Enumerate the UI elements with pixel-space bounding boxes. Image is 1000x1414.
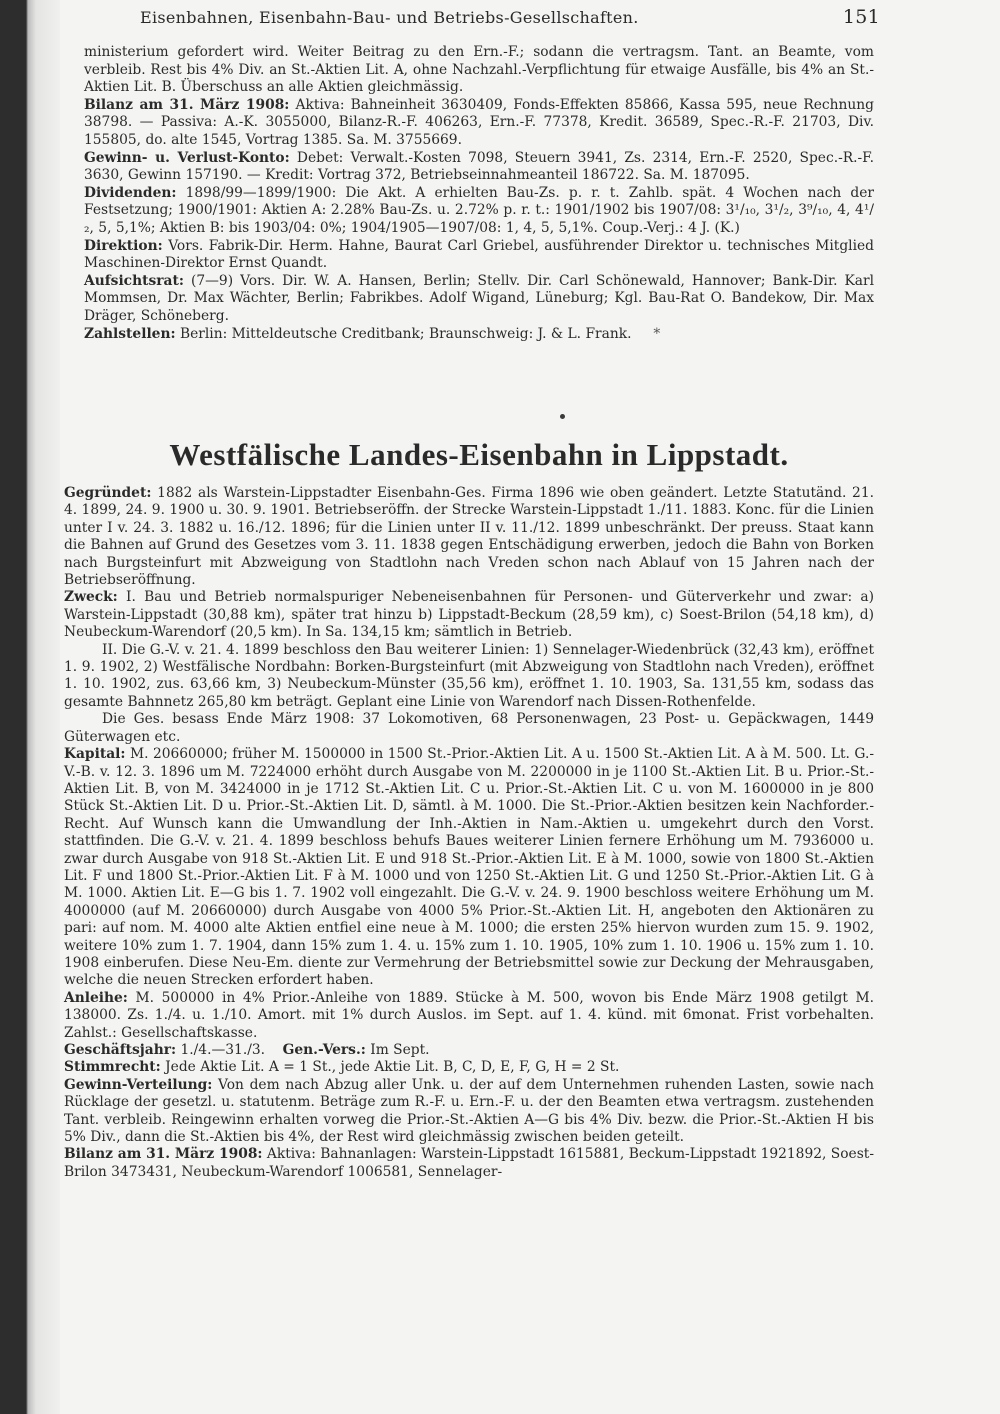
direktion-label: Direktion: [84,237,163,254]
kapital-entry [64,746,874,990]
previous-company-section [84,44,874,343]
running-header [140,8,880,32]
anleihe-label: Anleihe: [64,989,128,1006]
gegruendet-label: Gegründet: [64,485,152,501]
anleihe-entry [64,990,874,1042]
zweck-text: I. Bau und Betrieb normalspuriger Nebeneisenbahnen für Personen- und Güterverkehr und zwar: a) Warstein-Lippstadt (30,88 km), später trat hinzu b) Lippstadt-Beckum (28,59 km), c) Soest-Brilon (54,18 km), d) Neubeckum-Warendorf (20,5 km). In Sa. 134,15 km; sämtlich in Betrieb. [64,589,874,641]
gewinnverteilung-label: Gewinn-Verteilung: [64,1076,213,1093]
gewinnverteilung-entry [64,1077,874,1147]
company-section [64,485,874,1181]
end-marker: * [653,325,661,342]
geschaeftsjahr-entry [64,1042,874,1059]
geschaeftsjahr-text: 1./4.—31./3. [180,1042,266,1058]
header-title: Eisenbahnen, Eisenbahn-Bau- und Betriebs-Gesellschaften. [140,8,639,27]
bilanz-1908-label: Bilanz am 31. März 1908: [64,1146,263,1163]
stimmrecht-label: Stimmrecht: [64,1059,161,1076]
company-title: Westfälische Landes-Eisenbahn in Lippstadt. [169,437,789,472]
opposite-page-margin [0,60,30,1260]
dividenden-entry [84,185,874,238]
kapital-label: Kapital: [64,746,126,763]
zahlstellen-label: Zahlstellen: [84,325,176,342]
page-number: 151 [842,6,880,28]
dividenden-label: Dividenden: [84,184,177,201]
direktion-text: Vors. Fabrik-Dir. Herm. Hahne, Baurat Carl Griebel, ausführender Direktor u. technisches Mitglied Maschinen-Direktor Ernst Quandt. [84,237,874,272]
statute-text: ministerium gefordert wird. Weiter Beitrag zu den Ern.-F.; sodann die vertragsm. Tant. an Beamte, vom verbleib. Rest bis 4% Div. an St.-Aktien Lit. A, ohne Nachzahl.-Verpflichtung für etwaige Ausfälle, bis 4% an St.-Aktien Lit. B. Überschuss an alle Aktien gleichmässig. [84,44,874,96]
gewinnverteilung-text: Von dem nach Abzug aller Unk. u. der auf dem Unternehmen ruhenden Lasten, sowie nach Rücklage der gesetzl. u. statutenm. Beträge zum R.-F. u. Ern.-F. u. der den Beamten etwa vertragsm. zustehenden Tant. verbleib. Reingewinn erhalten vorweg die Prior.-St.-Aktien A—G bis 4% Div. bezw. die Prior.-St.-Aktien H bis 5% Div., dann die St.-Aktien bis 4%, der Rest wird gleichmässig zwischen beiden geteilt. [64,1076,874,1146]
zahlstellen-text: Berlin: Mitteldeutsche Creditbank; Braunschweig: J. & L. Frank. [179,325,632,342]
anleihe-text: M. 500000 in 4% Prior.-Anleihe von 1889. Stücke à M. 500, wovon bis Ende März 1908 getilgt M. 138000. Zs. 1./4. u. 1./10. Amort. mit 1% durch Auslos. im Sept. auf 1. 4. künd. mit 6monat. Frist vorbehalten. Zahlst.: Gesellschaftskasse. [64,989,874,1041]
aufsichtsrat-label: Aufsichtsrat: [84,272,184,289]
gegruendet-entry [64,485,874,589]
zweck-label: Zweck: [64,589,118,606]
gegruendet-text: 1882 als Warstein-Lippstadter Eisenbahn-Ges. Firma 1896 wie oben geändert. Letzte Statutänd. 21. 4. 1899, 24. 9. 1900 u. 30. 9. 1901. Betriebseröffn. der Strecke Warstein-Lippstadt 1./11. 1883. Konc. für die Linien unter I v. 24. 3. 1882 u. 16./12. 1896; für die Linien unter II v. 11./12. 1899 unbeschränkt. Der preuss. Staat kann die Bahnen auf Grund des Gesetzes vom 3. 11. 1838 gegen Entschädigung erwerben, jedoch die Bahn von Borken nach Burgsteinfurt mit Abzweigung von Stadtlohn nach Vreden schon nach Ablauf von 15 Jahren nach der Betriebseröffnung. [64,485,874,589]
guv-label: Gewinn- u. Verlust-Konto: [84,149,290,166]
bilanz-label: Bilanz am 31. März 1908: [84,96,290,113]
aufsichtsrat-entry [84,273,874,326]
direktion-entry [84,238,874,273]
stimmrecht-text: Jede Aktie Lit. A = 1 St., jede Aktie Lit. B, C, D, E, F, G, H = 2 St. [165,1059,620,1076]
bilanz-1908-text: Aktiva: Bahnanlagen: Warstein-Lippstadt 1615881, Beckum-Lippstadt 1921892, Soest-Brilon 3473431, Neubeckum-Warendorf 1006581, Sennelager- [64,1146,874,1180]
guv-text: Debet: Verwalt.-Kosten 7098, Steuern 3941, Zs. 2314, Ern.-F. 2520, Spec.-R.-F. 3630, Gewinn 157190. — Kredit: Vortrag 372, Betriebseinnahmeanteil 186722. Sa. M. 187095. [84,149,874,184]
ink-dot [560,414,565,419]
bilanz-entry [84,97,874,150]
stimmrecht-entry [64,1059,874,1076]
zweck-ii-text: II. Die G.-V. v. 21. 4. 1899 beschloss den Bau weiterer Linien: 1) Sennelager-Wiedenbrück (32,43 km), eröffnet 1. 9. 1902, 2) Westfälische Nordbahn: Borken-Burgsteinfurt (mit Abzweigung von Stadtlohn nach Vreden), eröffnet 1. 10. 1902, zus. 63,66 km, 3) Neubeckum-Münster (35,56 km), eröffnet 1. 10. 1903, Sa. 131,55 km, sodass das gesamte Bahnnetz 265,80 km beträgt. Geplant eine Linie von Warendorf nach Dissen-Rothenfelde. [64,641,874,710]
zweck-entry [64,589,874,641]
rolling-stock-text: Die Ges. besass Ende März 1908: 37 Lokomotiven, 68 Personenwagen, 23 Post- u. Gepäckwagen, 1449 Güterwagen etc. [64,711,874,745]
guv-entry [84,150,874,185]
zahlstellen-entry [84,326,874,344]
kapital-text: M. 20660000; früher M. 1500000 in 1500 St.-Prior.-Aktien Lit. A u. 1500 St.-Aktien Lit. A à M. 500. Lt. G.-V.-B. v. 12. 3. 1896 um M. 7224000 erhöht durch Ausgabe von M. 2200000 in je 1100 St.-Aktien Lit. B u. Prior.-St.-Aktien Lit. B, von M. 3424000 in je 1712 St.-Aktien Lit. C u. Prior.-St.-Aktien Lit. C u. von M. 1600000 in je 800 Stück St.-Aktien Lit. D u. Prior.-St.-Aktien Lit. D, sämtl. à M. 1000. Die St.-Prior.-Aktien besitzen kein Nachforder.-Recht. Auf Wunsch kann die Umwandlung der Inh.-Aktien in Nam.-Aktien u. umgekehrt durch den Vorst. stattfinden. Die G.-V. v. 21. 4. 1899 beschloss behufs Baues weiterer Linien fernere Erhöhung um M. 7936000 u. zwar durch Ausgabe von 918 St.-Aktien Lit. E und 918 St.-Prior.-Aktien Lit. E à M. 1000, sowie von 1800 St.-Aktien Lit. F und 1800 St.-Prior.-Aktien Lit. F à M. 1000 und von 1250 St.-Aktien Lit. G und 1250 St.-Prior.-Aktien Lit. G à M. 1000. Aktien Lit. E—G bis 1. 7. 1902 voll eingezahlt. Die G.-V. v. 24. 9. 1900 beschloss weitere Erhöhung um M. 4000000 (auf M. 20660000) durch Ausgabe von 4000 5% Prior.-St.-Aktien Lit. H, angeboten den Aktionären zu pari: auf nom. M. 4000 alte Aktien entfiel eine neue à M. 1000; die ersten 25% hiervon wurden zum 15. 9. 1902, weitere 10% zum 1. 7. 1904, dann 15% zum 1. 4. u. 15% zum 1. 10. 1905, 10% zum 1. 10. 1906 u. 15% zum 1. 10. 1908 einberufen. Diese Neu-Em. diente zur Vermehrung der Betriebsmittel sowie zur Deckung der Mehrausgaben, welche die neuen Strecken erfordert haben. [64,746,874,989]
aufsichtsrat-text: (7—9) Vors. Dir. W. A. Hansen, Berlin; Stellv. Dir. Carl Schönewald, Hannover; Bank-Dir. Karl Mommsen, Dr. Max Wächter, Berlin; Fabrikbes. Adolf Wigand, Lüneburg; Kgl. Bau-Rat O. Bandekow, Dir. Max Dräger, Schöneberg. [84,272,874,324]
dividenden-text: 1898/99—1899/1900: Die Akt. A erhielten Bau-Zs. p. r. t. Zahlb. spät. 4 Wochen nach der Festsetzung; 1900/1901: Aktien A: 2.28% Bau-Zs. u. 2.72% p. r. t.: 1901/1902 bis 1907/08: 3¹/₁₀, 3¹/₂, 3⁹/₁₀, 4, 4¹/₂, 5, 5,1%; Aktien B: bis 1903/04: 0%; 1904/1905—1907/08: 1, 4, 5, 5,1%. Coup.-Verj.: 4 J. (K.) [84,184,874,236]
bilanz-1908-entry [64,1146,874,1181]
genvers-text: Im Sept. [370,1042,430,1058]
geschaeftsjahr-label: Geschäftsjahr: [64,1042,177,1058]
genvers-label: Gen.-Vers.: [282,1042,366,1058]
bilanz-text: Aktiva: Bahneinheit 3630409, Fonds-Effekten 85866, Kassa 595, neue Rechnung 38798. — Passiva: A.-K. 3055000, Bilanz-R.-F. 406263, Ern.-F. 77378, Kredit. 36589, Spec.-R.-F. 21703, Div. 155805, do. alte 1545, Vortrag 1385. Sa. M. 3755669. [84,96,874,148]
